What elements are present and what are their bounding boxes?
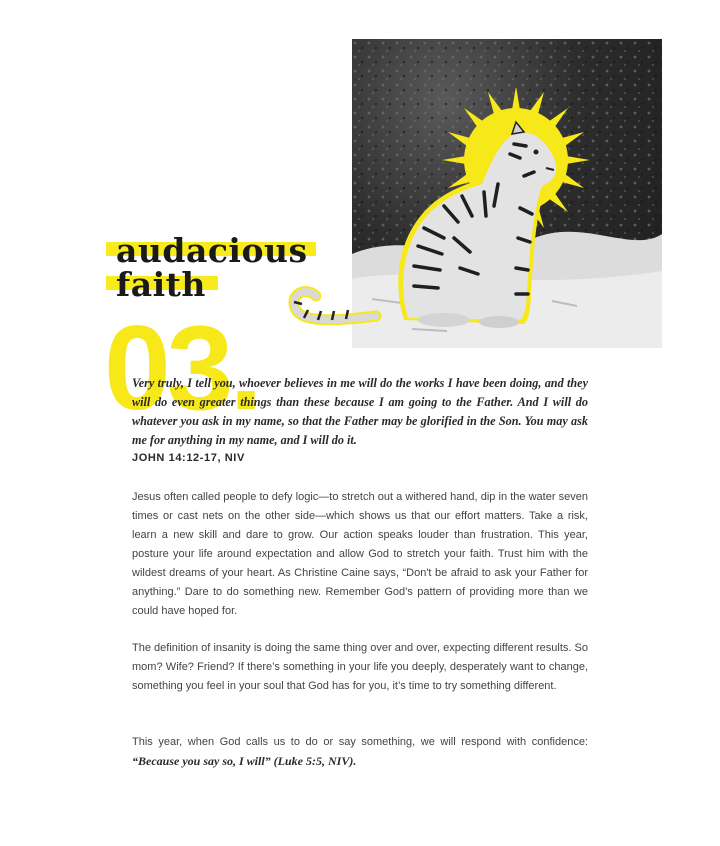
scripture-reference: JOHN 14:12-17, NIV <box>132 452 245 464</box>
closing-emphasis: “Because you say so, I will” (Luke 5:5, NIV). <box>132 754 357 768</box>
scripture-quote: Very truly, I tell you, whoever believes in me will do the works I have been doing, and they will do even greater things than these because I am going to the Father. And I will do whatever you ask in my name, so that the Father may be glorified in the Son. You may ask me for anything in my name, and I will do it. <box>132 376 588 447</box>
closing-text: This year, when God calls us to do or say something, we will respond with confidence: <box>132 736 588 748</box>
tiger-illustration <box>284 88 624 333</box>
title-word-faith: faith <box>116 265 206 304</box>
chapter-number: 03. <box>104 301 259 435</box>
title-word-audacious: audacious <box>116 231 308 270</box>
title-line-1 <box>106 231 308 270</box>
body-paragraph: The definition of insanity is doing the same thing over and over, expecting different results. So mom? Wife? Friend? If there’s something in your life you deeply, desperately want to change, something you feel in your soul that God has for you, it’s time to try something different. <box>132 642 588 692</box>
title-line-2 <box>106 265 308 304</box>
page-title <box>106 231 308 304</box>
body-paragraph: Jesus often called people to defy logic—to stretch out a withered hand, dip in the water seven times or cast nets on the other side—which shows us that our effort matters. Take a risk, learn a new skill and dare to grow. Our action speaks louder than frustration. This year, posture your life around expectation and allow God to stretch your faith. Trust him with the wildest dreams of your heart. As Christine Caine says, “Don't be afraid to ask your Father for anything.” Dare to do something new. Remember God’s pattern of providing more than we could have hoped for. <box>132 491 588 617</box>
closing-paragraph <box>132 733 588 772</box>
